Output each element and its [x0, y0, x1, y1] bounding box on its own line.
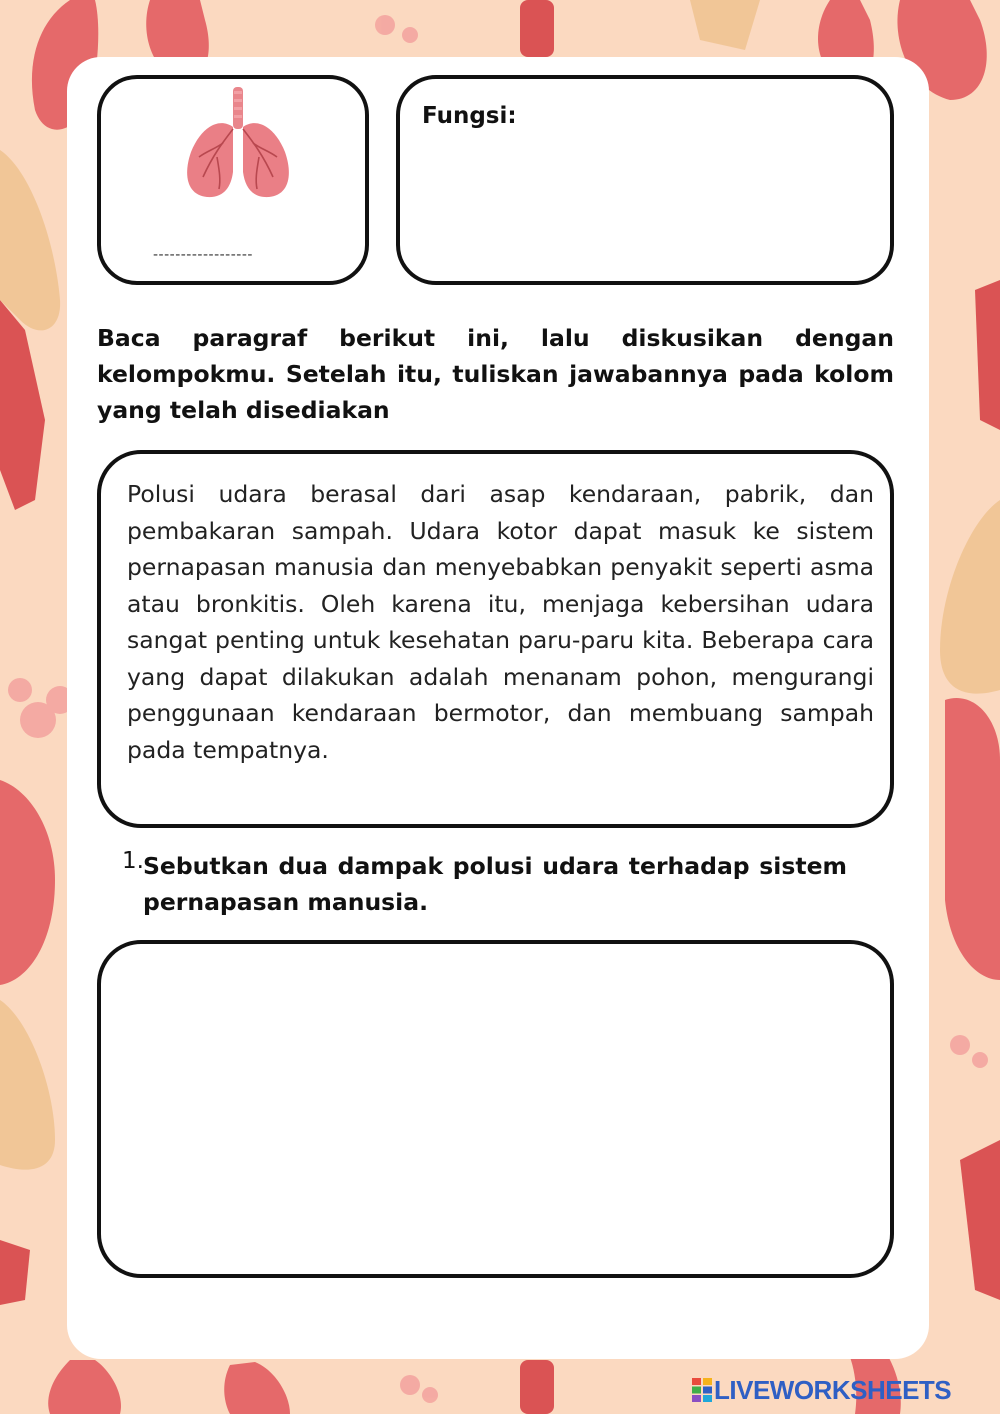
function-label: Fungsi:	[422, 103, 517, 129]
function-answer-box[interactable]	[396, 75, 894, 285]
organ-image-box	[97, 75, 369, 285]
organ-name-blank[interactable]: ------------------	[153, 247, 253, 263]
liveworksheets-mark-icon	[692, 1378, 712, 1402]
question-number: 1.	[122, 848, 144, 874]
liveworksheets-logo	[692, 1375, 992, 1405]
answer-input-box[interactable]	[97, 940, 894, 1278]
question-text: Sebutkan dua dampak polusi udara terhadap sistem pernapasan manusia.	[143, 852, 847, 916]
lungs-icon	[179, 87, 297, 202]
liveworksheets-text: LIVEWORKSHEETS	[714, 1375, 952, 1405]
reading-passage-box	[97, 450, 894, 828]
instruction-text: Baca paragraf berikut ini, lalu diskusikan dengan kelompokmu. Setelah itu, tuliskan jawabannya pada kolom yang telah disediakan	[97, 324, 894, 424]
reading-passage: Polusi udara berasal dari asap kendaraan, pabrik, dan pembakaran sampah. Udara kotor dapat masuk ke sistem pernapasan manusia dan menyebabkan penyakit seperti asma atau bronkitis. Oleh karena itu, menjaga kebersihan udara sangat penting untuk kesehatan paru-paru kita. Beberapa cara yang dapat dilakukan adalah menanam pohon, mengurangi penggunaan kendaraan bermotor, dan membuang sampah pada tempatnya.	[127, 480, 874, 764]
